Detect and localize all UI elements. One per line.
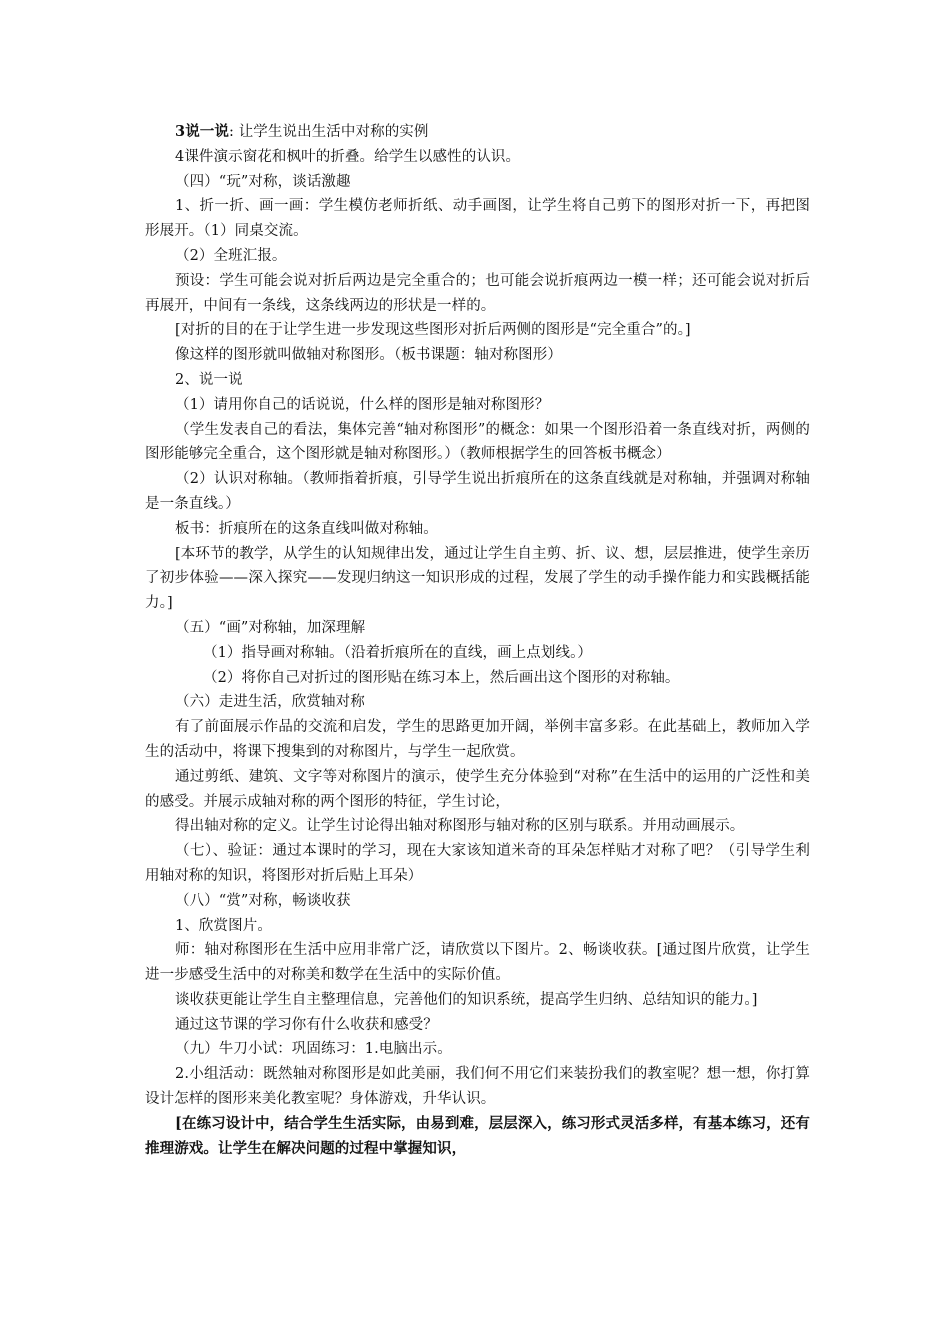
paragraph-text: （学生发表自己的看法，集体完善“轴对称图形”的概念：如果一个图形沿着一条直线对折，两侧的图形能够完全重合，这个图形就是轴对称图形。）（教师根据学生的回答板书概念） [145,421,810,463]
paragraph-text: （2）认识对称轴。（教师指着折痕，引导学生说出折痕所在的这条直线就是对称轴，并强调对称轴是一条直线。） [145,471,810,512]
paragraph [145,170,810,195]
paragraph-text: 通过这节课的学习你有什么收获和感受？ [175,1016,438,1033]
paragraph-text: [在练习设计中，结合学生生活实际，由易到难，层层深入，练习形式灵活多样，有基本练习，还有推理游戏。让学生在解决问题的过程中掌握知识， [145,1114,810,1157]
paragraph [145,839,810,889]
paragraph-text: 预设：学生可能会说对折后两边是完全重合的；也可能会说折痕两边一模一样；还可能会说对折后再展开，中间有一条线，这条线两边的形状是一样的。 [145,272,810,314]
paragraph [145,889,810,914]
paragraph [145,715,810,765]
paragraph-text: [对折的目的在于让学生进一步发现这些图形对折后两侧的图形是“完全重合”的。] [175,322,691,339]
paragraph [145,318,810,343]
paragraph [145,269,810,319]
paragraph [145,145,810,170]
paragraph-text: （六）走进生活，欣赏轴对称 [175,694,365,711]
paragraph [145,393,810,418]
paragraph [145,616,810,641]
paragraph [145,938,810,988]
paragraph-text: （四）“玩”对称，谈话激趣 [175,173,351,190]
paragraph-text: （九）牛刀小试：巩固练习：1.电脑出示。 [175,1041,452,1058]
document-page [145,120,810,1161]
paragraph-text: （1）请用你自己的话说说，什么样的图形是轴对称图形？ [175,396,550,413]
paragraph [145,418,810,468]
paragraph-text: （五）“画”对称轴，加深理解 [175,619,366,636]
paragraph [145,690,810,715]
paragraph-text: : 让学生说出生活中对称的实例 [229,124,429,140]
paragraph [145,368,810,393]
paragraph-text: 通过剪纸、建筑、文字等对称图片的演示，使学生充分体验到“对称”在生活中的运用的广泛性和美的感受。并展示成轴对称的两个图形的特征，学生讨论， [145,768,810,810]
paragraph [145,467,810,517]
paragraph [145,517,810,542]
paragraph-text: 板书：折痕所在的这条直线叫做对称轴。 [175,520,438,537]
paragraph-text: 有了前面展示作品的交流和启发，学生的思路更加开阔，举例丰富多彩。在此基础上，教师加入学生的活动中，将课下搜集到的对称图片，与学生一起欣赏。 [145,719,810,760]
paragraph-text: 谈收获更能让学生自主整理信息，完善他们的知识系统，提高学生归纳、总结知识的能力。] [175,991,758,1008]
paragraph [145,1013,810,1038]
paragraph-text: 像这样的图形就叫做轴对称图形。（板书课题：轴对称图形） [175,347,562,364]
paragraph-text: （八）“赏”对称，畅谈收获 [175,892,351,909]
paragraph [145,244,810,269]
paragraph-text: 1、折一折、画一画：学生模仿老师折纸、动手画图，让学生将自己剪下的图形对折一下，再把图形展开。（1）同桌交流。 [145,198,810,240]
paragraph-text: 2.小组活动：既然轴对称图形是如此美丽，我们何不用它们来装扮我们的教室呢？想一想，你打算设计怎样的图形来美化教室呢？身体游戏，升华认识。 [145,1066,810,1108]
paragraph-text: （2）将你自己对折过的图形贴在练习本上，然后画出这个图形的对称轴。 [203,669,680,686]
paragraph-text: 2、说一说 [175,371,243,388]
paragraph [145,1037,810,1062]
paragraph [145,988,810,1013]
paragraph-text: （1）指导画对称轴。（沿着折痕所在的直线，画上点划线。） [203,644,593,661]
paragraph [145,343,810,368]
paragraph [145,1112,810,1162]
paragraph [145,542,810,616]
paragraph-text: 4课件演示窗花和枫叶的折叠。给学生以感性的认识。 [175,148,521,165]
paragraph-text: [本环节的教学，从学生的认知规律出发，通过让学生自主剪、折、议、想，层层推进，使学生亲历了初步体验——深入探究——发现归纳这一知识形成的过程，发展了学生的动手操作能力和实践概括能力。] [145,545,810,612]
paragraph-text: 得出轴对称的定义。让学生讨论得出轴对称图形与轴对称的区别与联系。并用动画展示。 [175,818,745,835]
paragraph [145,641,810,666]
paragraph-text: （2）全班汇报。 [175,247,287,264]
paragraph-text: 师：轴对称图形在生活中应用非常广泛，请欣赏以下图片。2、畅谈收获。[通过图片欣赏，让学生进一步感受生活中的对称美和数学在生活中的实际价值。 [145,942,810,984]
paragraph-lead: 3说一说 [175,123,229,140]
paragraph-text: 1、欣赏图片。 [175,917,272,934]
paragraph [145,1062,810,1112]
paragraph [145,814,810,839]
paragraph [145,914,810,939]
paragraph [145,194,810,244]
paragraph [145,765,810,815]
paragraph-text: （七）、验证：通过本课时的学习，现在大家该知道米奇的耳朵怎样贴才对称了吧？（引导学生利用轴对称的知识，将图形对折后贴上耳朵） [145,843,810,884]
paragraph [145,666,810,691]
paragraph [145,120,810,145]
